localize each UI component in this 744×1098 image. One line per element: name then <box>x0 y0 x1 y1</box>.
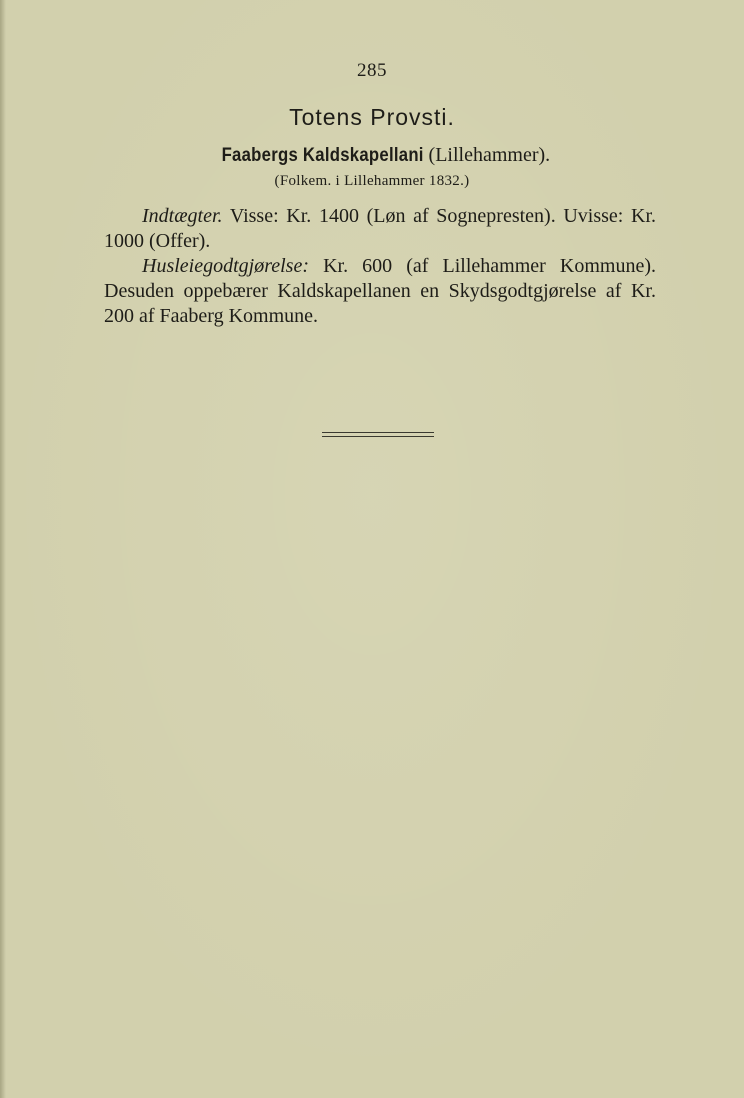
population-note: (Folkem. i Lillehammer 1832.) <box>274 173 470 189</box>
section-divider-rule <box>322 432 434 437</box>
parish-location: (Lillehammer). <box>428 144 551 166</box>
income-text: Visse: Kr. 1400 (Løn af Sognepresten). Uvisse: Kr. 1000 (Offer). <box>104 205 656 252</box>
housing-text: Kr. 600 (af Lillehammer Kommune). Desuden oppebærer Kaldskapellanen en Skydsgodtgjørelse af Kr. 200 af Faaberg Kommune. <box>104 255 656 327</box>
parish-name: Faabergs Kaldskapellani <box>221 145 424 166</box>
section-title: Totens Provsti. <box>289 104 455 130</box>
income-paragraph <box>104 204 656 254</box>
parish-heading <box>0 144 744 167</box>
income-label: Indtægter. <box>142 205 223 227</box>
housing-label: Husleiegodtgjørelse: <box>142 255 310 277</box>
body-text <box>104 204 656 329</box>
page-number: 285 <box>357 60 387 81</box>
housing-paragraph <box>104 254 656 329</box>
